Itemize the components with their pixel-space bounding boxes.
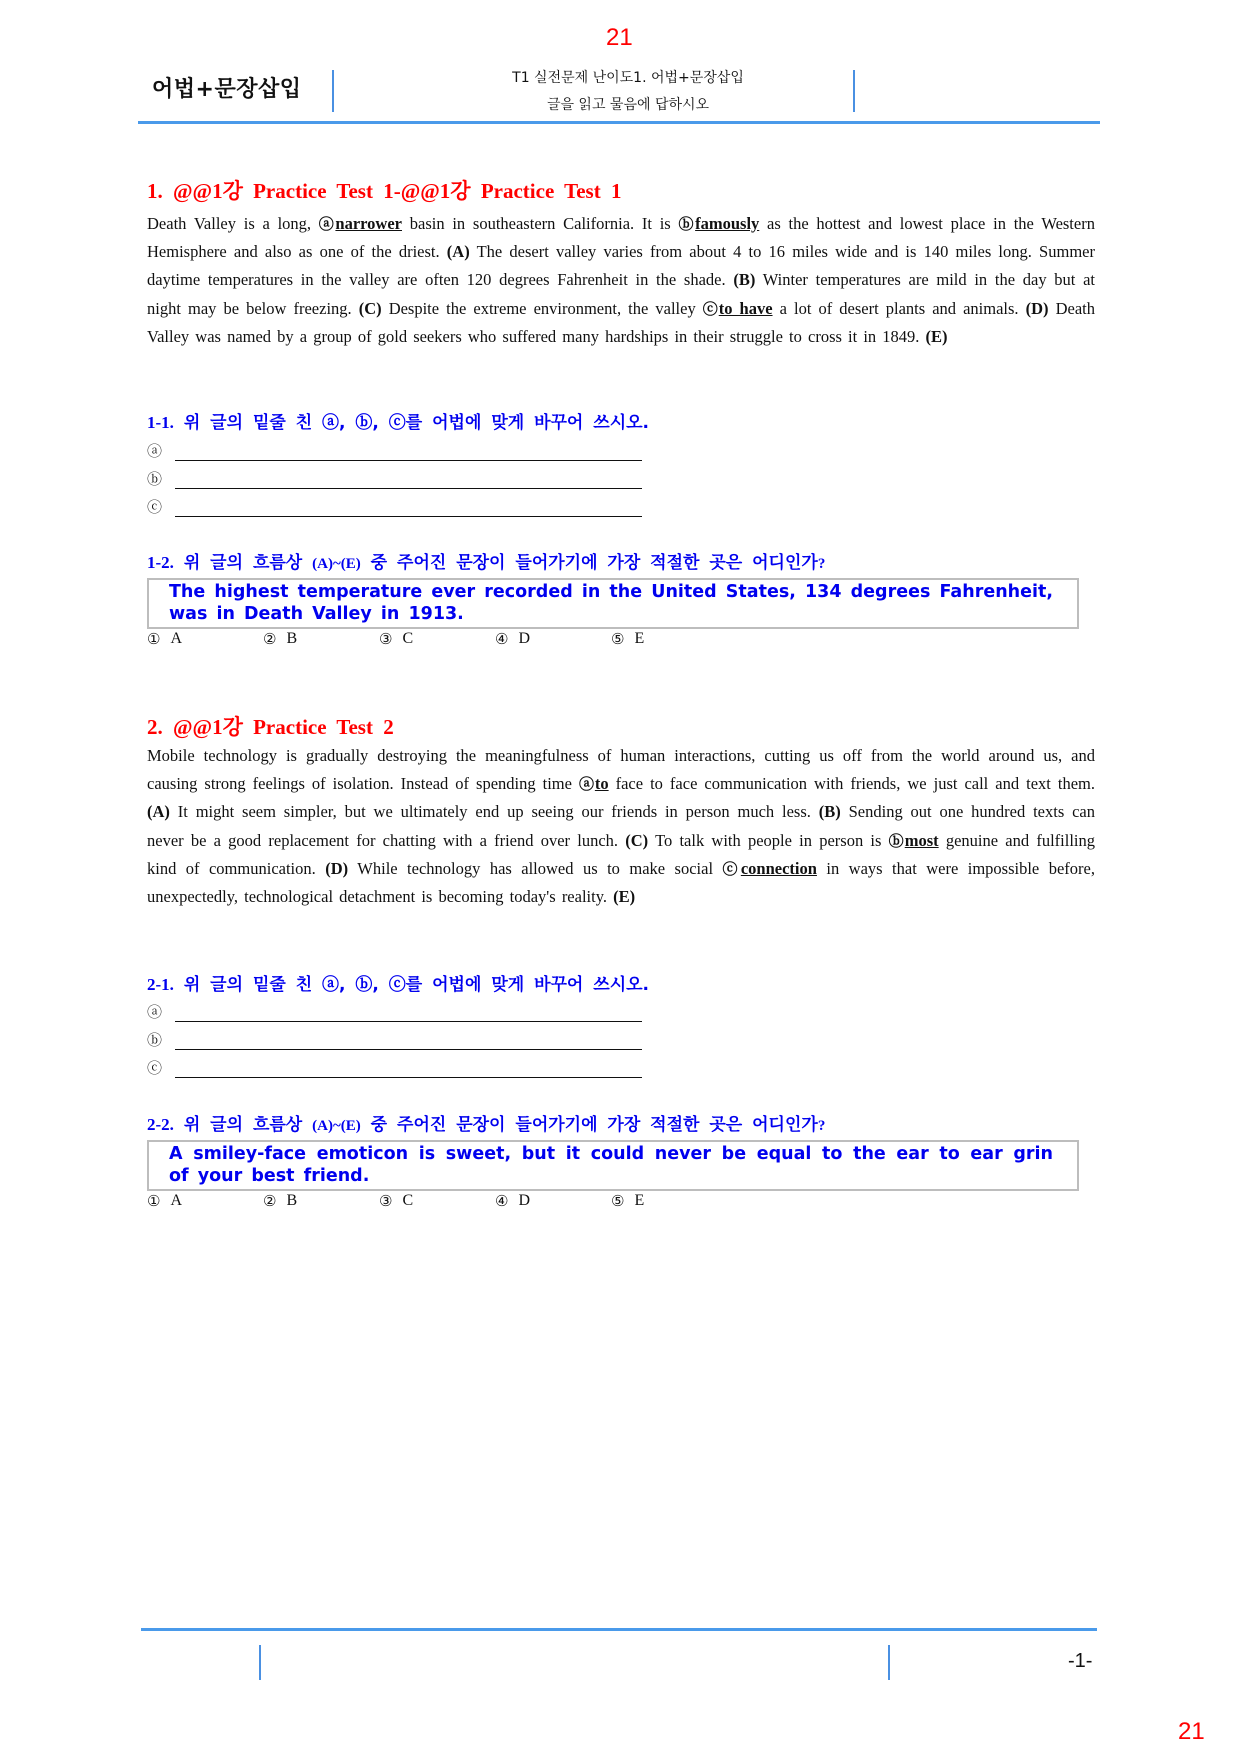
underlined-c: connection: [740, 858, 817, 878]
choice-5[interactable]: ⑤ E: [611, 630, 645, 648]
document-title: 어법+문장삽입: [152, 77, 302, 102]
header-divider-right: [853, 70, 855, 112]
section-1-title: 1. @@1강 Practice Test 1-@@1강 Practice Test 1: [147, 179, 622, 203]
answer-row-c[interactable]: [147, 1054, 642, 1078]
mark-a: ⓐ: [318, 215, 336, 233]
choices-2: [147, 1192, 727, 1210]
marker-E: (E): [925, 326, 948, 346]
marker-A: (A): [147, 802, 170, 822]
answer-blank-c[interactable]: [175, 498, 642, 517]
choices-1: [147, 630, 727, 648]
question-2-1: 2-1. 위 글의 밑줄 친 ⓐ, ⓑ, ⓒ를 어법에 맞게 바꾸어 쓰시오.: [147, 975, 649, 995]
bottom-page-number: 21: [1178, 1718, 1205, 1745]
header-subtitle-1: T1 실전문제 난이도1. 어법+문장삽입: [512, 70, 744, 86]
marker-D: (D): [1025, 298, 1049, 318]
answer-mark-c: ⓒ: [147, 1059, 163, 1077]
answer-mark-c: ⓒ: [147, 498, 163, 516]
question-1-2: 1-2. 위 글의 흐름상 (A)~(E) 중 주어진 문장이 들어가기에 가장 적절한 곳은 어디인가?: [147, 553, 826, 573]
underlined-c: to have: [718, 298, 773, 318]
choice-4[interactable]: ④ D: [495, 630, 531, 648]
underlined-a: to: [594, 774, 609, 794]
answer-mark-a: ⓐ: [147, 442, 163, 460]
top-page-number: 21: [606, 24, 633, 51]
header-rule: [138, 121, 1100, 124]
marker-C: (C): [625, 830, 649, 850]
choice-3[interactable]: ③ C: [379, 630, 414, 648]
footer-page-label: -1-: [1068, 1650, 1093, 1672]
given-sentence-box-1: [147, 578, 1079, 629]
footer-divider-left: [259, 1645, 261, 1680]
question-1-1: 1-1. 위 글의 밑줄 친 ⓐ, ⓑ, ⓒ를 어법에 맞게 바꾸어 쓰시오.: [147, 413, 649, 433]
mark-a: ⓐ: [578, 775, 595, 794]
section-2-title: 2. @@1강 Practice Test 2: [147, 715, 394, 739]
answer-blank-b[interactable]: [175, 1031, 642, 1050]
answer-blank-a[interactable]: [175, 442, 642, 461]
question-2-2: 2-2. 위 글의 흐름상 (A)~(E) 중 주어진 문장이 들어가기에 가장 적절한 곳은 어디인가?: [147, 1115, 826, 1135]
answer-row-b[interactable]: [147, 1026, 642, 1050]
marker-A: (A): [446, 242, 470, 262]
choice-1[interactable]: ① A: [147, 630, 183, 648]
underlined-a: narrower: [335, 214, 402, 233]
mark-b: ⓑ: [888, 831, 905, 850]
answer-blank-a[interactable]: [175, 1003, 642, 1022]
footer-divider-right: [888, 1645, 890, 1680]
given-sentence-box-2: [147, 1140, 1079, 1191]
answer-mark-b: ⓑ: [147, 470, 163, 488]
mark-b: ⓑ: [678, 215, 696, 233]
answer-blank-b[interactable]: [175, 470, 642, 489]
answer-row-a[interactable]: [147, 437, 642, 461]
answer-row-c[interactable]: [147, 493, 642, 517]
marker-D: (D): [325, 858, 349, 878]
marker-B: (B): [733, 270, 756, 290]
choice-5[interactable]: ⑤ E: [611, 1192, 645, 1210]
header-subtitle-2: 글을 읽고 물음에 답하시오: [546, 97, 710, 113]
choice-3[interactable]: ③ C: [379, 1192, 414, 1210]
choice-2[interactable]: ② B: [263, 1192, 298, 1210]
marker-B: (B): [818, 802, 841, 822]
choice-1[interactable]: ① A: [147, 1192, 183, 1210]
answer-row-a[interactable]: [147, 998, 642, 1022]
underlined-b: most: [904, 830, 939, 850]
marker-E: (E): [613, 887, 636, 907]
mark-c: ⓒ: [702, 299, 719, 318]
answer-mark-b: ⓑ: [147, 1031, 163, 1049]
mark-c: ⓒ: [722, 859, 741, 878]
given-sentence-1: The highest temperature ever recorded in the United States, 134 degrees Fahrenheit, was in Death Valley in 1913.: [169, 582, 1053, 624]
choice-4[interactable]: ④ D: [495, 1192, 531, 1210]
answer-mark-a: ⓐ: [147, 1003, 163, 1021]
section-1-passage: Death Valley is a long, ⓐnarrower basin in southeastern California. It is ⓑfamously as the hottest and lowest place in the Western Hemisphere and also as one of the driest. (A) The desert valley varies from about 4 to 16 miles wide and is 140 miles long. Summer daytime temperatures in the valley are often 120 degrees Fahrenheit in the shade. (B) Winter temperatures are mild in the day but at night may be below freezing. (C) Despite the extreme environment, the valley ⓒto have a lot of desert plants and animals. (D) Death Valley was named by a group of gold seekers who suffered many hardships in their struggle to cross it in 1849. (E): [147, 214, 1096, 346]
answer-row-b[interactable]: [147, 465, 642, 489]
underlined-b: famously: [695, 214, 760, 233]
section-2-passage: Mobile technology is gradually destroying the meaningfulness of human interactions, cutting us off from the world around us, and causing strong feelings of isolation. Instead of spending time ⓐto face to face communication with friends, we just call and text them. (A) It might seem simpler, but we ultimately end up seeing our friends in person much less. (B) Sending out one hundred texts can never be a good replacement for chatting with a friend over lunch. (C) To talk with people in person is ⓑmost genuine and fulfilling kind of communication. (D) While technology has allowed us to make social ⓒconnection in ways that were impossible before, unexpectedly, technological detachment is becoming today's reality. (E): [147, 746, 1095, 907]
marker-C: (C): [358, 298, 382, 318]
footer-rule: [141, 1628, 1097, 1631]
given-sentence-2: A smiley-face emoticon is sweet, but it could never be equal to the ear to ear grin of your best friend.: [169, 1144, 1053, 1186]
header-divider-left: [332, 70, 334, 112]
answer-blank-c[interactable]: [175, 1059, 642, 1078]
choice-2[interactable]: ② B: [263, 630, 298, 648]
